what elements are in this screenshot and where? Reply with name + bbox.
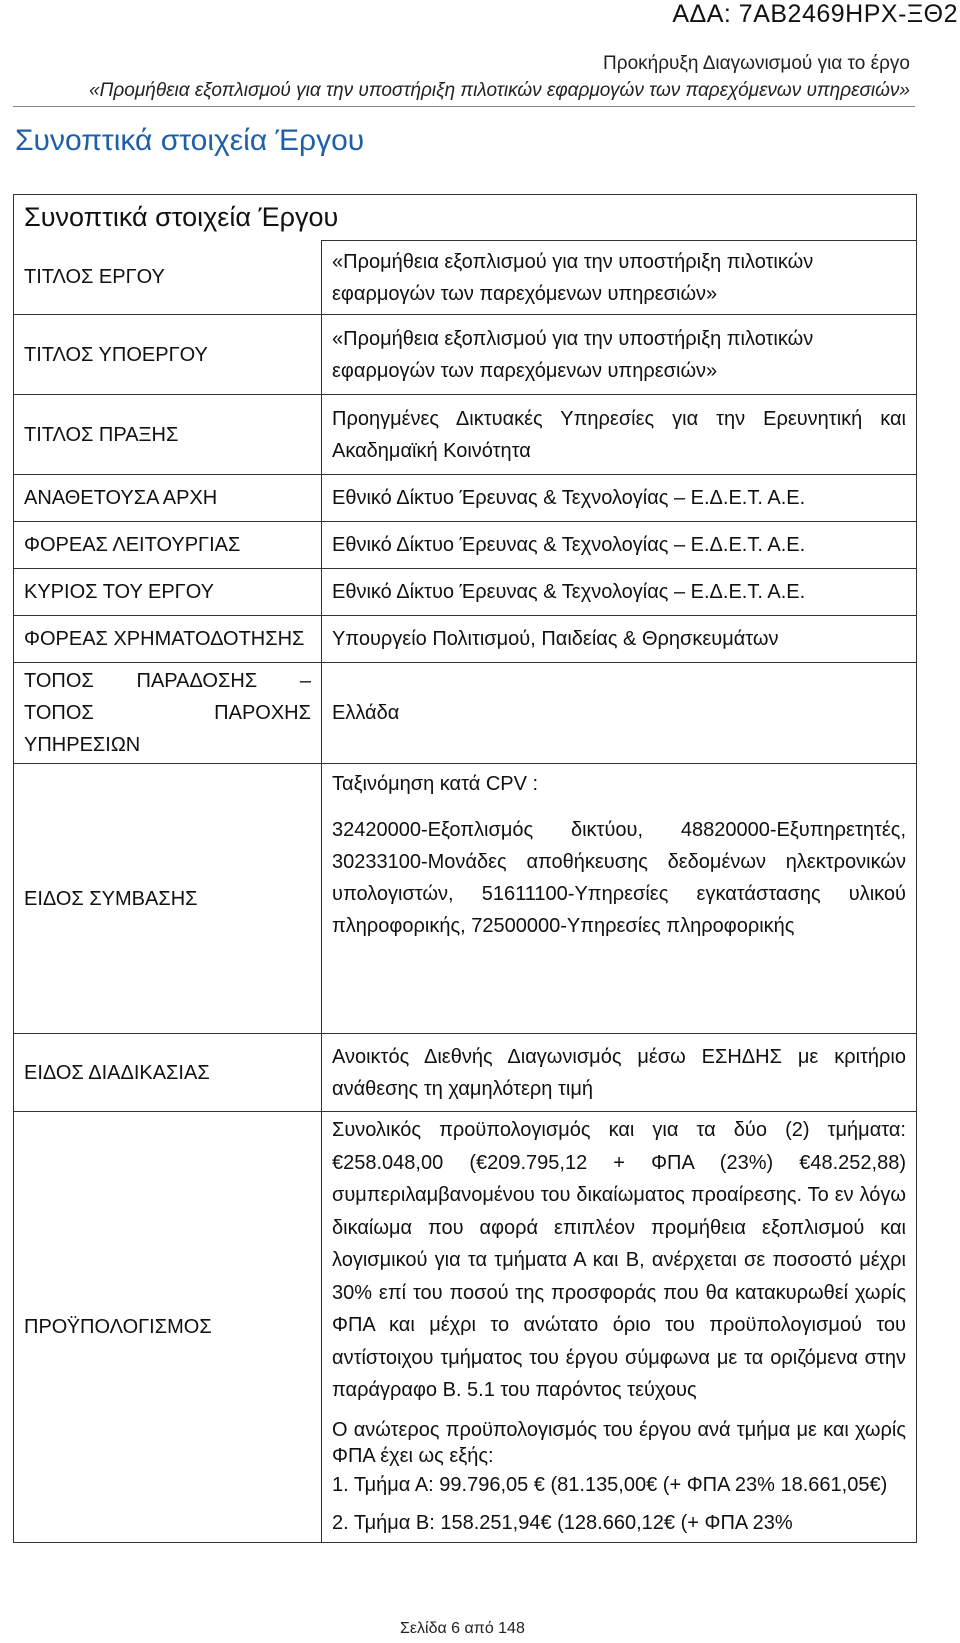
row-value: Εθνικό Δίκτυο Έρευνας & Τεχνολογίας – Ε.Δ.Ε.Τ. Α.Ε. bbox=[322, 522, 917, 569]
row-label: ΤΙΤΛΟΣ ΠΡΑΞΗΣ bbox=[14, 395, 322, 475]
row-value: Προηγμένες Δικτυακές Υπηρεσίες για την Ερευνητική και Ακαδημαϊκή Κοινότητα bbox=[322, 395, 917, 475]
row-label: ΤΟΠΟΣ ΠΑΡΑΔΟΣΗΣ – ΤΟΠΟΣ ΠΑΡΟΧΗΣ ΥΠΗΡΕΣΙΩΝ bbox=[14, 663, 322, 764]
budget-paragraph-1: Συνολικός προϋπολογισμός και για τα δύο (2) τμήματα: €258.048,00 (€209.795,12 + ΦΠΑ (23%) €48.252,88) συμπεριλαμβανομένου του δικαίωματος προαίρεσης. Το εν λόγω δικαίωμα που αφορά επιπλέον προμήθεια εξοπλισμού και λογισμικού για τα τμήματα Α και Β, ανέρχεται σε ποσοστό μέχρι 30% επί του ποσού της προσφοράς που θα κατακυρωθεί χωρίς ΦΠΑ και μέχρι το ανώτατο όριο του προϋπολογισμού του αντίστοιχου τμήματος του έργου σύμφωνα με τα οριζόμενα στην παράγραφο Β. 5.1 του παρόντος τεύχους bbox=[332, 1119, 906, 1401]
header-line-1: Προκήρυξη Διαγωνισμού για το έργο bbox=[603, 53, 910, 74]
table-row-budget bbox=[14, 1112, 917, 1543]
row-label: ΚΥΡΙΟΣ ΤΟΥ ΕΡΓΟΥ bbox=[14, 569, 322, 616]
cpv-intro: Ταξινόμηση κατά CPV : bbox=[332, 773, 539, 795]
row-label: ΕΙΔΟΣ ΔΙΑΔΙΚΑΣΙΑΣ bbox=[14, 1034, 322, 1112]
row-label: ΤΙΤΛΟΣ ΥΠΟΕΡΓΟΥ bbox=[14, 315, 322, 395]
budget-item-2: 2. Τμήμα Β: 158.251,94€ (128.660,12€ (+ ΦΠΑ 23% bbox=[332, 1512, 793, 1534]
row-value: Υπουργείο Πολιτισμού, Παιδείας & Θρησκευμάτων bbox=[322, 616, 917, 663]
header-line-2: «Προμήθεια εξοπλισμού για την υποστήριξη πιλοτικών εφαρμογών των παρεχόμενων υπηρεσιών» bbox=[89, 80, 910, 101]
ada-code: ΑΔΑ: 7ΑΒ2469ΗΡΧ-ΞΘ2 bbox=[672, 0, 958, 28]
row-value: «Προμήθεια εξοπλισμού για την υποστήριξη πιλοτικών εφαρμογών των παρεχόμενων υπηρεσιών» bbox=[322, 315, 917, 395]
table-row-contract-type bbox=[14, 764, 917, 1034]
table-row-procedure bbox=[14, 1034, 917, 1112]
table-row bbox=[14, 315, 917, 395]
page-footer: Σελίδα 6 από 148 bbox=[400, 1620, 525, 1637]
row-label: ΕΙΔΟΣ ΣΥΜΒΑΣΗΣ bbox=[14, 764, 322, 1034]
table-row bbox=[14, 569, 917, 616]
header-rule bbox=[13, 106, 915, 107]
row-label: ΑΝΑΘΕΤΟΥΣΑ ΑΡΧΗ bbox=[14, 475, 322, 522]
row-label: ΦΟΡΕΑΣ ΛΕΙΤΟΥΡΓΙΑΣ bbox=[14, 522, 322, 569]
row-value: Εθνικό Δίκτυο Έρευνας & Τεχνολογίας – Ε.Δ.Ε.Τ. Α.Ε. bbox=[322, 475, 917, 522]
table-row bbox=[14, 475, 917, 522]
cpv-codes: 32420000-Εξοπλισμός δικτύου, 48820000-Εξυπηρετητές, 30233100-Μονάδες αποθήκευσης δεδομένων ηλεκτρονικών υπολογιστών, 51611100-Υπηρεσίες εγκατάστασης υλικού πληροφορικής, 72500000-Υπηρεσίες πληροφορικής bbox=[332, 819, 906, 937]
row-value: Εθνικό Δίκτυο Έρευνας & Τεχνολογίας – Ε.Δ.Ε.Τ. Α.Ε. bbox=[322, 569, 917, 616]
table-caption-row bbox=[14, 195, 917, 241]
row-value: Ελλάδα bbox=[322, 663, 917, 764]
contract-type-cell bbox=[322, 764, 917, 1034]
table-row bbox=[14, 395, 917, 475]
summary-table bbox=[13, 194, 917, 1543]
table-row bbox=[14, 663, 917, 764]
table-row bbox=[14, 241, 917, 315]
row-value: Ανοικτός Διεθνής Διαγωνισμός μέσω ΕΣΗΔΗΣ με κριτήριο ανάθεσης τη χαμηλότερη τιμή bbox=[322, 1034, 917, 1112]
row-label: ΤΙΤΛΟΣ ΕΡΓΟΥ bbox=[14, 241, 322, 315]
row-label: ΠΡΟΫΠΟΛΟΓΙΣΜΟΣ bbox=[14, 1112, 322, 1543]
budget-paragraph-2: Ο ανώτερος προϋπολογισμός του έργου ανά τμήμα με και χωρίς ΦΠΑ έχει ως εξής: bbox=[332, 1418, 906, 1467]
table-row bbox=[14, 522, 917, 569]
table-row bbox=[14, 616, 917, 663]
section-title: Συνοπτικά στοιχεία Έργου bbox=[15, 124, 365, 157]
row-value: «Προμήθεια εξοπλισμού για την υποστήριξη πιλοτικών εφαρμογών των παρεχόμενων υπηρεσιών» bbox=[322, 241, 917, 315]
budget-item-1: 1. Τμήμα Α: 99.796,05 € (81.135,00€ (+ ΦΠΑ 23% 18.661,05€) bbox=[332, 1473, 888, 1496]
budget-cell bbox=[322, 1112, 917, 1543]
row-label: ΦΟΡΕΑΣ ΧΡΗΜΑΤΟΔΟΤΗΣΗΣ bbox=[14, 616, 322, 663]
table-caption: Συνοπτικά στοιχεία Έργου bbox=[14, 195, 917, 241]
